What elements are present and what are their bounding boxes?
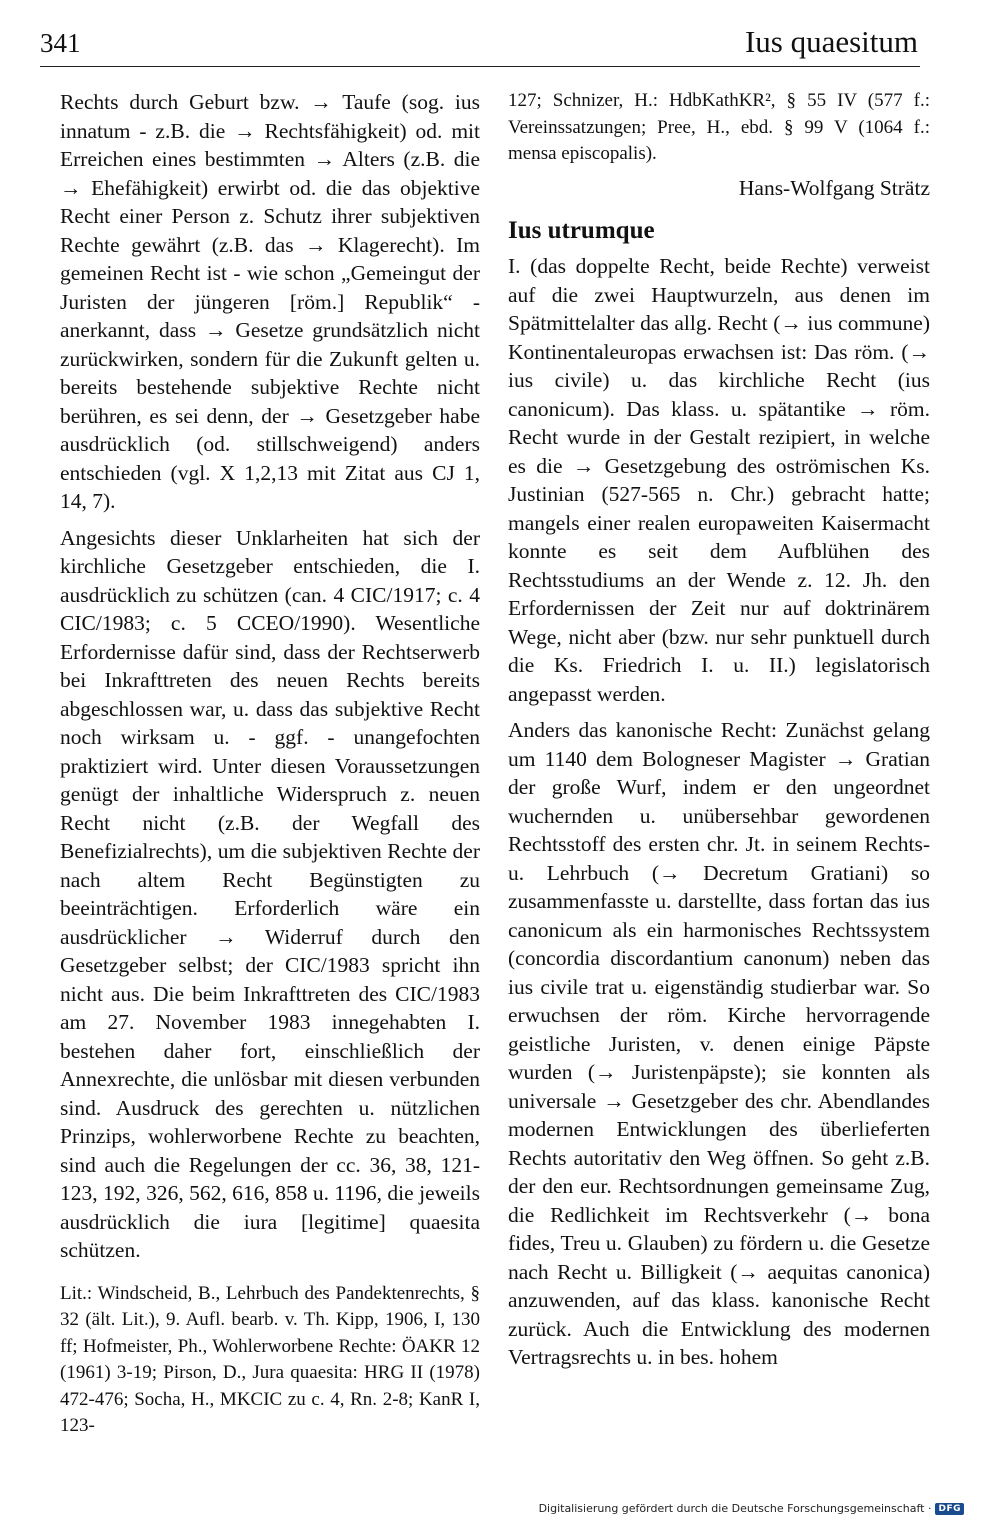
literature-continued: 127; Schnizer, H.: HdbKathKR², § 55 IV (577 f.: Vereinssatzungen; Pree, H., ebd. § 99 V (1064 f.: mensa episcopalis). (508, 90, 930, 164)
entry-title: Ius utrumque (508, 217, 655, 244)
digitization-footer (539, 1502, 964, 1515)
running-title: Ius quaesitum (744, 24, 918, 59)
paragraph: Rechts durch Geburt bzw. → Taufe (sog. ius innatum - z.B. die → Rechtsfähigkeit) od. mit Erreichen eines bestimmten → Alters (z.B. die → Ehefähigkeit) erwirbt od. die das objektive Recht einer Person z. Schutz ihrer subjektiven Rechte gewährt (z.B. das → Klagerecht). Im gemeinen Recht ist - wie schon „Gemeingut der Juristen der jüngeren [röm.] Republik“ - anerkannt, dass → Gesetze grundsätzlich nicht zurückwirken, sondern für die Zukunft gelten u. bereits bestehende subjektive Rechte nicht berühren, es sei denn, der → Gesetzgeber habe ausdrücklich (od. stillschweigend) anders entschieden (vgl. X 1,2,13 mit Zitat aus CJ 1, 14, 7). (60, 90, 480, 513)
literature-list: Lit.: Windscheid, B., Lehrbuch des Pandektenrechts, § 32 (ält. Lit.), 9. Aufl. bearb. v. Th. Kipp, 1906, I, 130 ff; Hofmeister, Ph., Wohlerworbene Rechte: ÖAKR 12 (1961) 3-19; Pirson, D., Jura quaesita: HRG II (1978) 472-476; Socha, H., MKCIC zu c. 4, Rn. 2-8; KanR I, 123- (60, 1282, 480, 1436)
right-column (508, 88, 930, 1380)
dfg-logo: DFG (935, 1503, 964, 1515)
header-rule (40, 66, 920, 67)
page-number: 341 (40, 28, 81, 58)
paragraph: Anders das kanonische Recht: Zunächst gelang um 1140 dem Bologneser Magister → Gratian der große Wurf, indem er den ungeordnet wuchernden u. unübersehbar gewordenen Rechtsstoff des ersten chr. Jt. in seinem Rechts- u. Lehrbuch (→ Decretum Gratiani) so zusammenfasste u. darstellte, dass fortan das ius canonicum als ein harmonisches Rechtssystem (concordia discordantium canonum) neben das ius civile trat u. eigenständig studierbar war. So erwuchsen der röm. Kirche hervorragende geistliche Juristen, v. denen einige Päpste wurden (→ Juristenpäpste); sie konnten als universale → Gesetzgeber des chr. Abendlandes modernen Entwicklungen des überlieferten Rechts autoritativ den Weg öffnen. So geht z.B. der den eur. Rechtsordnungen gemeinsame Zug, die Redlichkeit im Rechtsverkehr (→ bona fides, Treu u. Glauben) zu fördern u. die Gesetze nach Recht u. Billigkeit (→ aequitas canonica) anzuwenden, auf das klass. kanonische Recht zurück. Auch die Entwicklung des modernen Vertragsrechts u. in bes. hohem (508, 718, 930, 1369)
paragraph: Angesichts dieser Unklarheiten hat sich der kirchliche Gesetzgeber entschieden, die I. ausdrücklich zu schützen (can. 4 CIC/1917; c. 4 CIC/1983; c. 5 CCEO/1990). Wesentliche Erfordernisse dafür sind, dass der Rechtserwerb bei Inkrafttreten des neuen Rechts bereits abgeschlossen war, u. dass das subjektive Recht noch wirksam u. - ggf. - unangefochten praktiziert wird. Unter diesen Voraussetzungen genügt der inhaltliche Widerspruch z. neuen Recht nicht (z.B. der Wegfall des Benefizialrechts), um die subjektiven Rechte der nach altem Recht Begünstigten zu beeinträchtigen. Erforderlich wäre ein ausdrücklicher → Widerruf durch den Gesetzgeber selbst; der CIC/1983 spricht ihn nicht aus. Die beim Inkrafttreten des CIC/1983 am 27. November 1983 innegehabten I. bestehen daher fort, einschließlich der Annexrechte, die unlösbar mit diesen verbunden sind. Ausdruck des gerechten u. nützlichen Prinzips, wohlerworbene Rechte zu beachten, sind auch die Regelungen der cc. 36, 38, 121-123, 192, 326, 562, 616, 858 u. 1196, die jeweils ausdrücklich die iura [legitime] quaesita schützen. (60, 525, 480, 1262)
author-name: Hans-Wolfgang Strätz (738, 175, 930, 200)
left-column (60, 88, 480, 1448)
footer-text: Digitalisierung gefördert durch die Deutsche Forschungsgemeinschaft · (538, 1502, 932, 1515)
paragraph: I. (das doppelte Recht, beide Rechte) verweist auf die zwei Hauptwurzeln, aus denen im Spätmittelalter das allg. Recht (→ ius commune) Kontinentaleuropas erwachsen ist: Das röm. (→ ius civile) u. das kirchliche Recht (ius canonicum). Das klass. u. spätantike → röm. Recht wurde in der Gestalt rezipiert, in welche es die → Gesetzgebung des oströmischen Ks. Justinian (527-565 n. Chr.) gebracht hatte; mangels einer realen europaweiten Kaisermacht konnte es seit dem Aufblühen des Rechtsstudiums an der Wende z. 12. Jh. den Erfordernissen der Zeit nur auf doktrinärem Wege, nicht aber (bzw. nur sehr punktuell durch die Ks. Friedrich I. u. II.) legislatorisch angepasst werden. (508, 254, 930, 706)
